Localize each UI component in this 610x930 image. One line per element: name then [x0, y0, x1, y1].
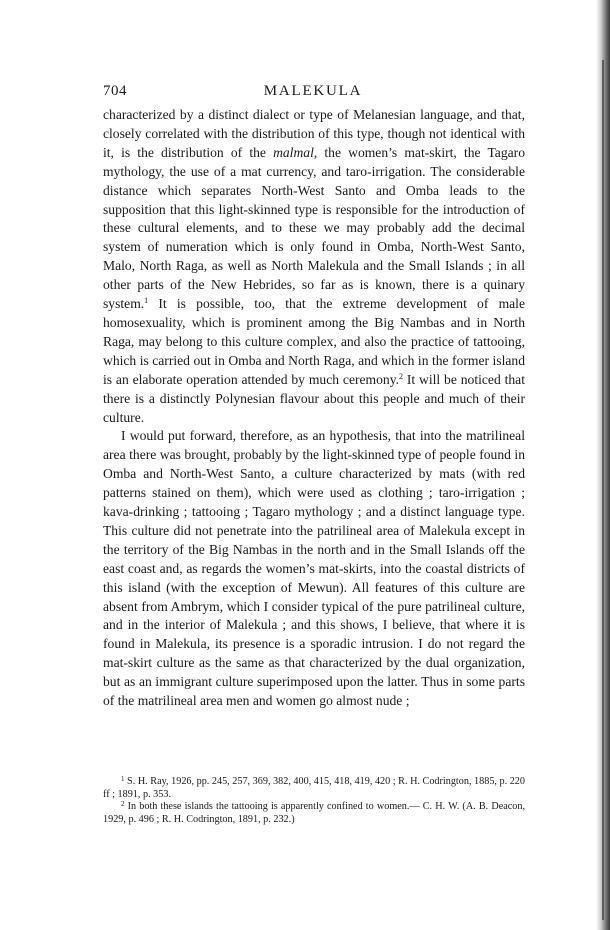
- scan-page-edge: [602, 60, 604, 920]
- running-title: MALEKULA: [263, 83, 363, 99]
- page-number: 704: [103, 83, 127, 99]
- footnote-2: [103, 801, 525, 826]
- paragraph-1-text-a: characterized by a distinct dialect or type of Melanesian language, and that, closely correlated with the distribution of this type, though not identical with it, is the distribution of the: [103, 107, 525, 160]
- paragraph-1: [103, 106, 525, 427]
- term-malmal: malmal: [273, 144, 314, 160]
- footnote-ref-2: 2: [399, 371, 404, 381]
- footnote-mark: 1: [121, 775, 125, 783]
- footnote-mark: 2: [121, 800, 125, 809]
- footnote-text: S. H. Ray, 1926, pp. 245, 257, 369, 382, 400, 415, 418, 419, 420 ; R. H. Codrington, 1885, p. 220 ff ; 1891, p. 353.: [103, 776, 525, 800]
- paragraph-1-text-b: , the women’s mat-skirt, the Tagaro mythology, the use of a mat currency, and taro-irrigation. The considerable distance which separates North-West Santo and Omba leads to the supposition that this light-skinned type is responsible for the introduction of these cultural elements, and to these we may probably add the decimal system of numeration which is only found in Omba, North-West Santo, Malo, North Raga, as well as North Malekula and the Small Islands ; in all other parts of the New Hebrides, so far as is known, there is a quinary system.: [103, 144, 525, 312]
- footnote-ref-1: 1: [144, 296, 149, 306]
- paragraph-1-text-c: It is possible, too, that the extreme development of male homosexuality, which is prominent among the Big Nambas and in North Raga, may belong to this culture complex, and also the practice of tattooing, which is carried out in Omba and North Raga, and which in the former island is an elaborate operation attended by much ceremony.: [103, 296, 525, 387]
- footnotes: [103, 776, 525, 826]
- running-header: [103, 83, 523, 105]
- footnote-1: [103, 776, 525, 801]
- footnote-text: In both these islands the tattooing is apparently confined to women.— C. H. W. (A. B. Deacon, 1929, p. 496 ; R. H. Codrington, 1891, p. 232.): [103, 801, 525, 825]
- paragraph-2: I would put forward, therefore, as an hypothesis, that into the matrilineal area there was brought, probably by the light-skinned type of people found in Omba and North-West Santo, a culture characterized by mats (with red patterns stained on them), which were used as clothing ; taro-irrigation ; kava-drinking ; tattooing ; Tagaro mythology ; and a distinct language type. This culture did not penetrate into the patrilineal area of Malekula except in the territory of the Big Nambas in the north and in the Small Islands off the east coast and, as regards the women’s mat-skirts, into the coastal districts of this island (with the exception of Mewun). All features of this culture are absent from Ambrym, which I consider typical of the pure patrilineal culture, and in the interior of Malekula ; and this shows, I believe, that where it is found in Malekula, its presence is a sporadic intrusion. I do not regard the mat-skirt culture as the same as that characterized by the dual organization, but as an immigrant culture superimposed upon the latter. Thus in some parts of the matrilineal area men and women go almost nude ;: [103, 428, 525, 709]
- body-text: [103, 106, 525, 711]
- paragraph-1-text-d: It will be noticed that there is a distinctly Polynesian flavour about this people and much of their culture.: [103, 371, 525, 425]
